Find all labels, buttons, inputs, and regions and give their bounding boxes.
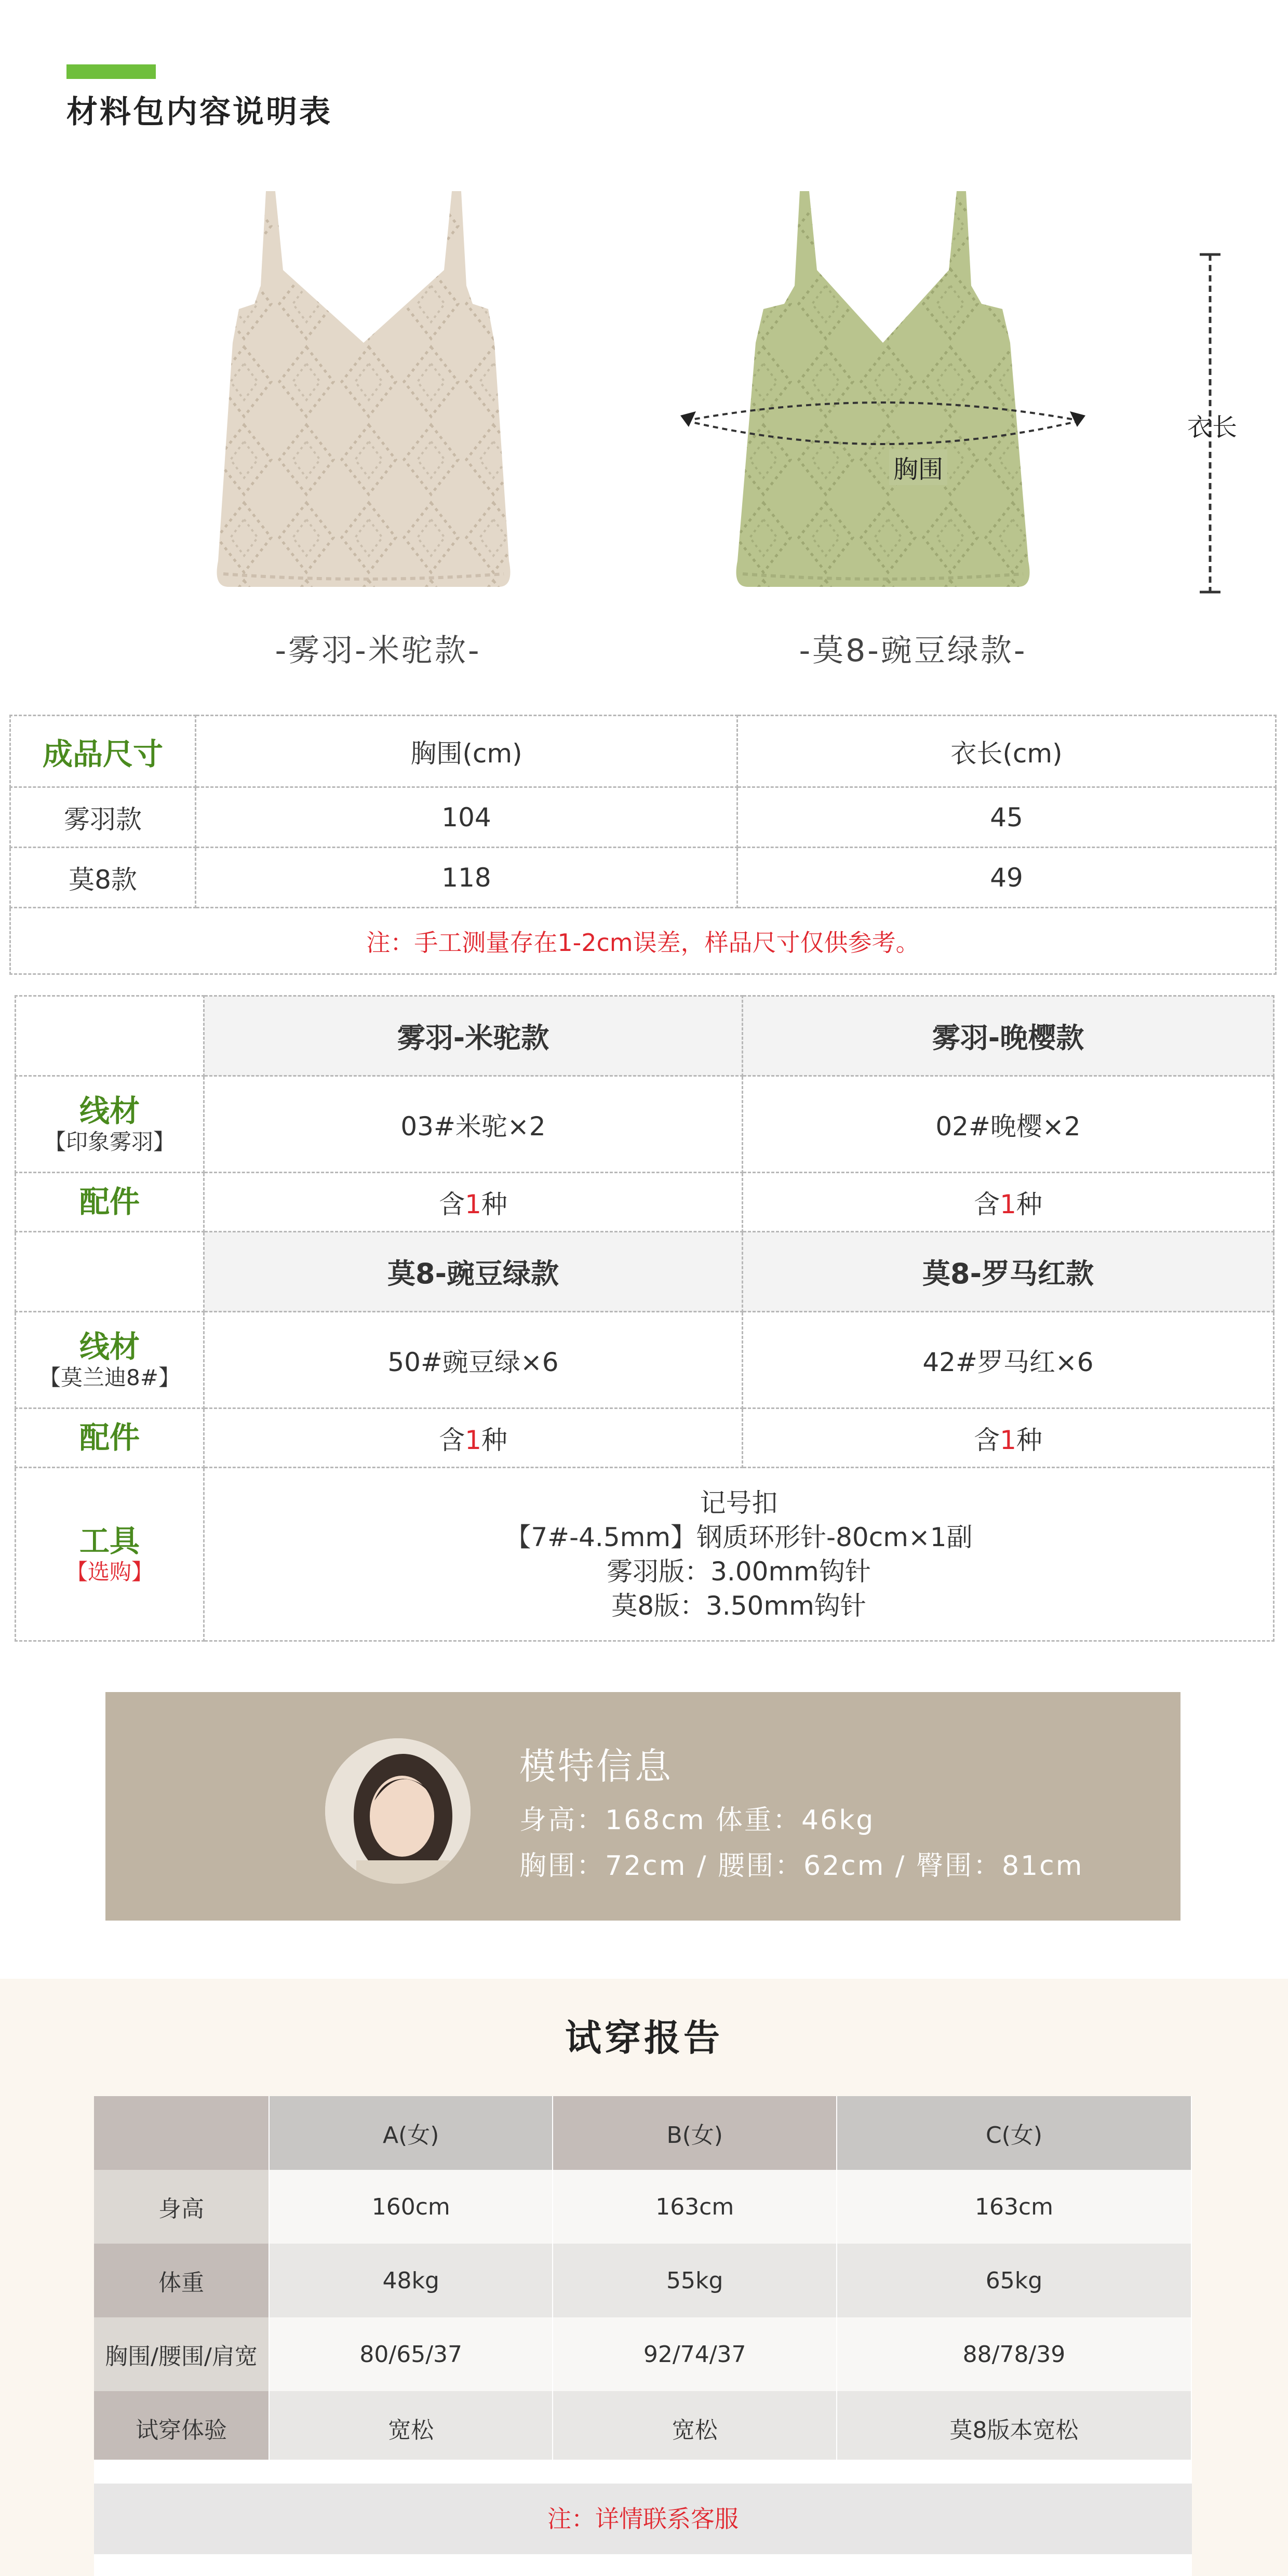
accessory-value: [743, 1408, 1274, 1468]
yarn-label-text: 线材: [79, 1329, 140, 1364]
report-cell: 宽松: [269, 2391, 553, 2465]
yarn-sub-label: 【印象雾羽】: [44, 1129, 175, 1155]
beige-camisole-image: [151, 187, 576, 597]
yarn-value: 42#罗马红×6: [743, 1312, 1274, 1408]
tool-item: 【7#-4.5mm】钢质环形针-80cm×1副: [505, 1522, 973, 1552]
yarn-label: [16, 1312, 204, 1408]
report-row-label: 胸围/腰围/肩宽: [94, 2317, 269, 2391]
report-cell: 163cm: [553, 2170, 836, 2244]
yarn-label: [16, 1076, 204, 1173]
yarn-label-text: 线材: [79, 1093, 140, 1129]
model-line-1: 身高：168cm 体重：46kg: [519, 1805, 875, 1836]
report-cell: 88/78/39: [837, 2317, 1191, 2391]
size-note: 注：手工测量存在1-2cm误差，样品尺寸仅供参考。: [10, 908, 1276, 974]
acc-pre: 含: [439, 1189, 465, 1219]
tool-item: 雾羽版：3.00mm钩针: [607, 1556, 871, 1587]
report-cell: 55kg: [553, 2244, 836, 2317]
materials-table: [15, 995, 1274, 1642]
acc-post: 种: [481, 1425, 507, 1455]
accessory-label: 配件: [16, 1173, 204, 1232]
col-header: 莫8-罗马红款: [743, 1232, 1274, 1312]
accessory-value: [204, 1408, 743, 1468]
yarn-value: 02#晚樱×2: [743, 1076, 1274, 1173]
tools-list: [204, 1468, 1274, 1641]
yarn-value: 03#米驼×2: [204, 1076, 743, 1173]
report-footer: [94, 2554, 1192, 2576]
empty-cell: [16, 1232, 204, 1312]
report-table: [94, 2096, 1192, 2465]
report-corner: [94, 2096, 269, 2170]
report-note: 注：详情联系客服: [94, 2484, 1192, 2554]
report-row-label: 体重: [94, 2244, 269, 2317]
acc-pre: 含: [974, 1425, 1000, 1455]
col-header: 雾羽-晚樱款: [743, 996, 1274, 1076]
size-row-length: 49: [737, 848, 1276, 908]
report-col-header: A(女): [269, 2096, 553, 2170]
report-cell: 163cm: [837, 2170, 1191, 2244]
report-col-header: C(女): [837, 2096, 1191, 2170]
yarn-sub-label: 【莫兰迪8#】: [39, 1365, 180, 1391]
col-header: 雾羽-米驼款: [204, 996, 743, 1076]
beige-caption: -雾羽-米驼款-: [275, 633, 481, 669]
acc-post: 种: [1016, 1425, 1042, 1455]
size-row-chest: 118: [196, 848, 737, 908]
acc-num: 1: [465, 1425, 481, 1455]
title-accent-bar: [66, 64, 156, 79]
size-header: 成品尺寸: [10, 716, 196, 787]
empty-cell: [16, 996, 204, 1076]
size-row-chest: 104: [196, 787, 737, 848]
size-row-length: 45: [737, 787, 1276, 848]
size-table: [9, 715, 1277, 975]
tools-sub-label: 【选购】: [65, 1559, 153, 1585]
acc-post: 种: [481, 1189, 507, 1219]
acc-num: 1: [465, 1189, 481, 1219]
tool-item: 记号扣: [700, 1487, 778, 1518]
report-cell: 宽松: [553, 2391, 836, 2465]
report-cell: 48kg: [269, 2244, 553, 2317]
tool-item: 莫8版：3.50mm钩针: [611, 1590, 866, 1621]
accessory-value: [743, 1173, 1274, 1232]
accessory-label: 配件: [16, 1408, 204, 1468]
yarn-value: 50#豌豆绿×6: [204, 1312, 743, 1408]
accessory-value: [204, 1173, 743, 1232]
tools-label: [16, 1468, 204, 1641]
report-col-header: B(女): [553, 2096, 836, 2170]
tools-label-text: 工具: [79, 1523, 140, 1559]
size-row-name: 雾羽款: [10, 787, 196, 848]
report-spacer: [94, 2460, 1192, 2484]
col-header: 莫8-豌豆绿款: [204, 1232, 743, 1312]
length-label: 衣长: [1187, 413, 1238, 442]
model-title: 模特信息: [519, 1745, 673, 1788]
green-caption: -莫8-豌豆绿款-: [799, 633, 1027, 669]
report-row-label: 试穿体验: [94, 2391, 269, 2465]
acc-post: 种: [1016, 1189, 1042, 1219]
length-col-header: 衣长(cm): [737, 716, 1276, 787]
acc-num: 1: [1000, 1189, 1016, 1219]
model-line-2: 胸围：72cm / 腰围：62cm / 臀围：81cm: [519, 1850, 1084, 1882]
report-cell: 莫8版本宽松: [837, 2391, 1191, 2465]
acc-pre: 含: [974, 1189, 1000, 1219]
report-title: 试穿报告: [565, 2017, 723, 2059]
report-row-label: 身高: [94, 2170, 269, 2244]
report-cell: 65kg: [837, 2244, 1191, 2317]
acc-num: 1: [1000, 1425, 1016, 1455]
chest-label: 胸围: [889, 449, 947, 485]
size-row-name: 莫8款: [10, 848, 196, 908]
model-avatar: [325, 1738, 471, 1884]
page-title: 材料包内容说明表: [66, 94, 332, 130]
acc-pre: 含: [439, 1425, 465, 1455]
chest-col-header: 胸围(cm): [196, 716, 737, 787]
green-camisole-image: [670, 187, 1096, 597]
report-cell: 80/65/37: [269, 2317, 553, 2391]
report-cell: 92/74/37: [553, 2317, 836, 2391]
report-cell: 160cm: [269, 2170, 553, 2244]
